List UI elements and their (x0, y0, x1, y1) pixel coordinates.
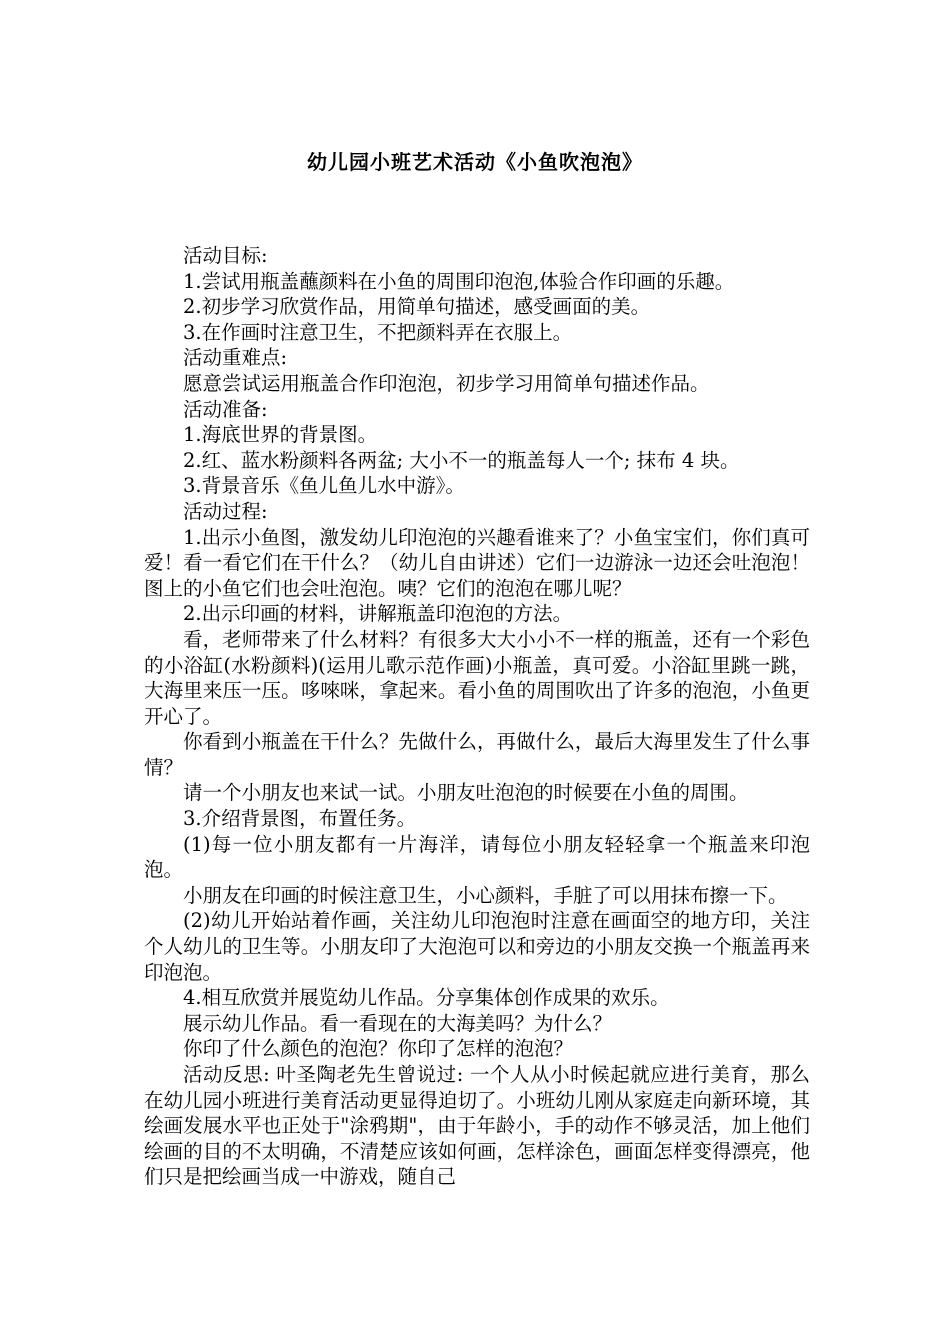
paragraph-preparation-2: 2.红、蓝水粉颜料各两盆; 大小不一的瓶盖每人一个; 抹布 4 块。 (183, 448, 740, 472)
paragraph-process-2-detail: 看，老师带来了什么材料？有很多大大小小不一样的瓶盖，还有一个彩色的小浴缸(水粉颜料)(运用儿歌示范作画)小瓶盖，真可爱。小浴缸里跳一跳，大海里来压一压。哆唻咪，拿起来。看小鱼的周围吹出了许多的泡泡，小鱼更开心了。 (144, 627, 810, 728)
paragraph-preparation-3: 3.背景音乐《鱼儿鱼儿水中游》。 (183, 474, 465, 498)
paragraph-process-4-show: 展示幼儿作品。看一看现在的大海美吗？为什么？ (183, 1011, 613, 1035)
paragraph-process-4: 4.相互欣赏并展览幼儿作品。分享集体创作成果的欢乐。 (183, 986, 670, 1010)
paragraph-goal-1: 1.尝试用瓶盖蘸颜料在小鱼的周围印泡泡,体验合作印画的乐趣。 (183, 269, 735, 293)
paragraph-goal-2: 2.初步学习欣赏作品，用简单句描述，感受画面的美。 (183, 295, 651, 319)
paragraph-goal-3: 3.在作画时注意卫生，不把颜料弄在衣服上。 (183, 320, 573, 344)
paragraph-process-3-1: (1)每一位小朋友都有一片海洋，请每位小朋友轻轻拿一个瓶盖来印泡泡。 (144, 832, 810, 882)
paragraph-process-2-question: 你看到小瓶盖在干什么？先做什么，再做什么，最后大海里发生了什么事情？ (144, 730, 810, 779)
paragraph-process-3: 3.介绍背景图，布置任务。 (183, 807, 417, 831)
paragraph-reflection: 活动反思: 叶圣陶老先生曾说过: 一个人从小时候起就应进行美育，那么在幼儿园小班进行美育活动更显得迫切了。小班幼儿刚从家庭走向新环境，其绘画发展水平也正处于"涂鸦期"，由于年龄小，手的动作不够灵活，加上他们绘画的目的不太明确，不清楚应该如何画，怎样涂色，画面怎样变得漂亮，他们只是把绘画当成一中游戏，随自己 (144, 1063, 810, 1189)
paragraph-process-2-try: 请一个小朋友也来试一试。小朋友吐泡泡的时候要在小鱼的周围。 (183, 781, 749, 805)
paragraph-key-points: 愿意尝试运用瓶盖合作印泡泡，初步学习用简单句描述作品。 (183, 371, 710, 395)
paragraph-goals-heading: 活动目标: (183, 244, 268, 267)
document-body (144, 243, 810, 1190)
paragraph-process-3-2: (2)幼儿开始站着作画，关注幼儿印泡泡时注意在画面空的地方印，关注个人幼儿的卫生等。小朋友印了大泡泡可以和旁边的小朋友交换一个瓶盖再来印泡泡。 (144, 909, 810, 984)
paragraph-preparation-1: 1.海底世界的背景图。 (183, 423, 378, 447)
paragraph-process-3-hygiene: 小朋友在印画的时候注意卫生，小心颜料，手脏了可以用抹布擦一下。 (183, 883, 788, 907)
paragraph-process-2: 2.出示印画的材料，讲解瓶盖印泡泡的方法。 (183, 602, 573, 626)
paragraph-key-points-heading: 活动重难点: (183, 346, 288, 370)
paragraph-process-4-question: 你印了什么颜色的泡泡？你印了怎样的泡泡？ (183, 1037, 574, 1061)
paragraph-preparation-heading: 活动准备: (183, 397, 268, 421)
paragraph-process-heading: 活动过程: (183, 499, 268, 523)
document-title: 幼儿园小班艺术活动《小鱼吹泡泡》 (307, 150, 643, 174)
paragraph-process-1: 1.出示小鱼图，激发幼儿印泡泡的兴趣看谁来了？小鱼宝宝们，你们真可爱！看一看它们在干什么？（幼儿自由讲述）它们一边游泳一边还会吐泡泡！图上的小鱼它们也会吐泡泡。咦？它们的泡泡在哪儿呢？ (144, 525, 810, 600)
